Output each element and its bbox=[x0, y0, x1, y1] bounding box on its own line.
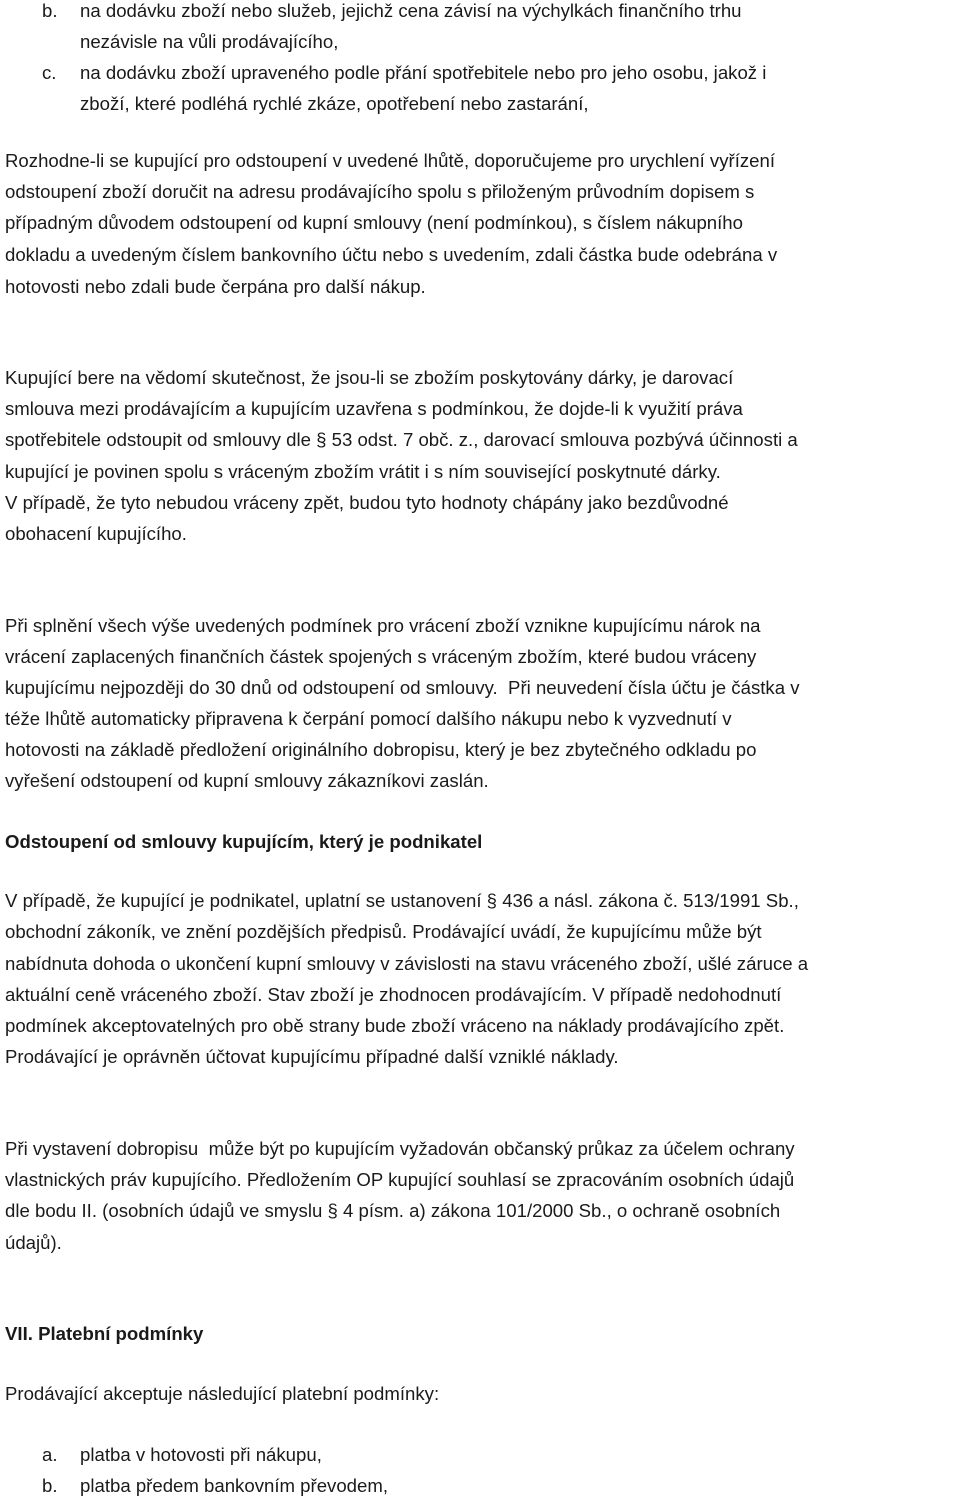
paragraph-line: smlouva mezi prodávajícím a kupujícím uzavřena s podmínkou, že dojde-li k využití práva bbox=[5, 398, 743, 419]
list-marker: b. bbox=[42, 1475, 58, 1496]
paragraph-line: V případě, že kupující je podnikatel, uplatní se ustanovení § 436 a násl. zákona č. 513/1991 Sb., bbox=[5, 890, 799, 911]
paragraph-line: Kupující bere na vědomí skutečnost, že jsou-li se zbožím poskytovány dárky, je darovací bbox=[5, 367, 734, 388]
paragraph-line: hotovosti nebo zdali bude čerpána pro další nákup. bbox=[5, 276, 426, 297]
paragraph-line: dle bodu II. (osobních údajů ve smyslu § 4 písm. a) zákona 101/2000 Sb., o ochraně osobních bbox=[5, 1200, 781, 1221]
section-heading: Odstoupení od smlouvy kupujícím, který je podnikatel bbox=[5, 831, 483, 852]
paragraph-line: spotřebitele odstoupit od smlouvy dle § 53 odst. 7 obč. z., darovací smlouva pozbývá účinnosti a bbox=[5, 429, 798, 450]
paragraph-line: V případě, že tyto nebudou vráceny zpět, budou tyto hodnoty chápány jako bezdůvodné bbox=[5, 492, 729, 513]
paragraph-line: vlastnických práv kupujícího. Předložením OP kupující souhlasí se zpracováním osobních údajů bbox=[5, 1169, 795, 1190]
paragraph-line: aktuální ceně vráceného zboží. Stav zboží je zhodnocen prodávajícím. V případě nedohodnutí bbox=[5, 984, 782, 1005]
paragraph-line: téže lhůtě automaticky připravena k čerpání pomocí dalšího nákupu nebo k vyzvednutí v bbox=[5, 708, 732, 729]
paragraph-line: Prodávající je oprávněn účtovat kupujícímu případné další vzniklé náklady. bbox=[5, 1046, 619, 1067]
paragraph-line: odstoupení zboží doručit na adresu prodávajícího spolu s přiloženým průvodním dopisem s bbox=[5, 181, 755, 202]
list-item-line: zboží, které podléhá rychlé zkáze, opotřebení nebo zastarání, bbox=[80, 93, 589, 114]
list-item-line: na dodávku zboží upraveného podle přání spotřebitele nebo pro jeho osobu, jakož i bbox=[80, 62, 767, 83]
paragraph-line: nabídnuta dohoda o ukončení kupní smlouvy v závislosti na stavu vráceného zboží, ušlé záruce a bbox=[5, 953, 809, 974]
paragraph-line: kupujícímu nejpozději do 30 dnů od odstoupení od smlouvy. Při neuvedení čísla účtu je částka v bbox=[5, 677, 800, 698]
list-item-line: na dodávku zboží nebo služeb, jejichž cena závisí na výchylkách finančního trhu bbox=[80, 0, 742, 21]
paragraph-line: Při vystavení dobropisu může být po kupujícím vyžadován občanský průkaz za účelem ochrany bbox=[5, 1138, 795, 1159]
paragraph-line: hotovosti na základě předložení originálního dobropisu, který je bez zbytečného odkladu po bbox=[5, 739, 757, 760]
section-heading: VII. Platební podmínky bbox=[5, 1323, 204, 1344]
list-marker: c. bbox=[42, 62, 57, 83]
paragraph-line: dokladu a uvedeným číslem bankovního účtu nebo s uvedením, zdali částka bude odebrána v bbox=[5, 244, 778, 265]
list-item: platba předem bankovním převodem, bbox=[80, 1475, 389, 1496]
paragraph-line: údajů). bbox=[5, 1232, 62, 1253]
list-item-line: nezávisle na vůli prodávajícího, bbox=[80, 31, 339, 52]
list-item: platba v hotovosti při nákupu, bbox=[80, 1444, 322, 1465]
paragraph-payment-intro: Prodávající akceptuje následující platební podmínky: bbox=[5, 1383, 440, 1404]
paragraph-line: Při splnění všech výše uvedených podmínek pro vrácení zboží vznikne kupujícímu nárok na bbox=[5, 615, 761, 636]
paragraph-line: Rozhodne-li se kupující pro odstoupení v uvedené lhůtě, doporučujeme pro urychlení vyřízení bbox=[5, 150, 776, 171]
list-marker: a. bbox=[42, 1444, 58, 1465]
paragraph-line: vrácení zaplacených finančních částek spojených s vráceným zbožím, které budou vráceny bbox=[5, 646, 757, 667]
paragraph-line: vyřešení odstoupení od kupní smlouvy zákazníkovi zaslán. bbox=[5, 770, 489, 791]
paragraph-line: podmínek akceptovatelných pro obě strany bude zboží vráceno na náklady prodávajícího zpět. bbox=[5, 1015, 785, 1036]
paragraph-line: kupující je povinen spolu s vráceným zbožím vrátit i s ním související poskytnuté dárky. bbox=[5, 461, 721, 482]
list-marker: b. bbox=[42, 0, 58, 21]
paragraph-line: obohacení kupujícího. bbox=[5, 523, 187, 544]
paragraph-line: případným důvodem odstoupení od kupní smlouvy (není podmínkou), s číslem nákupního bbox=[5, 212, 743, 233]
paragraph-line: obchodní zákoník, ve znění pozdějších předpisů. Prodávající uvádí, že kupujícímu může být bbox=[5, 921, 762, 942]
